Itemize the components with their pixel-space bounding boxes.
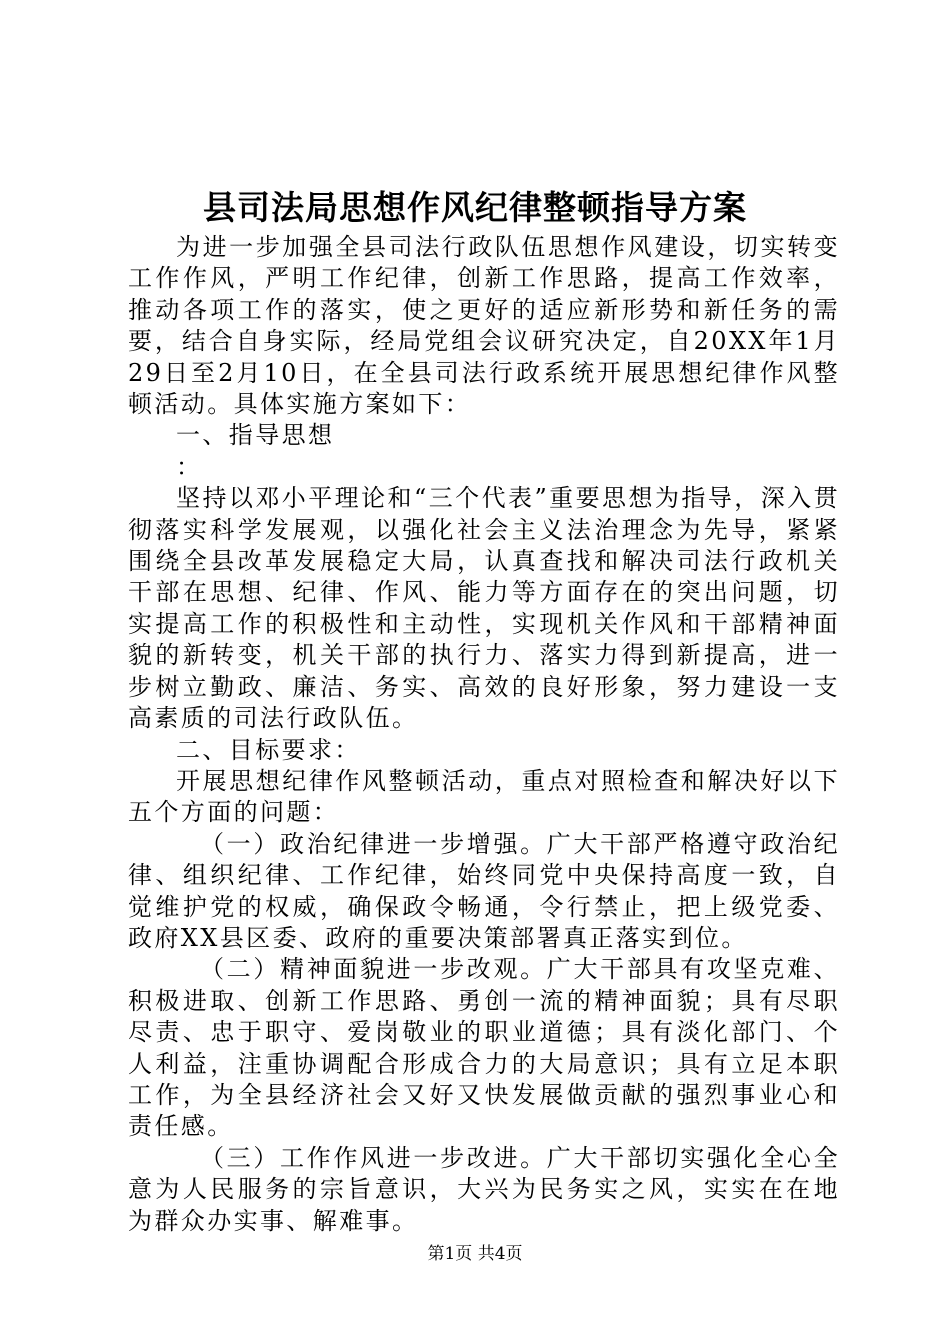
paragraph-item-3: （三）工作作风进一步改进。广大干部切实强化全心全意为人民服务的宗旨意识，大兴为民务实之风，实实在在地为群众办实事、解难事。 bbox=[128, 1143, 840, 1235]
heading-guiding-ideology: 一、指导思想 bbox=[176, 421, 335, 450]
document-body bbox=[128, 232, 840, 1237]
paragraph-guiding-ideology: 坚持以邓小平理论和“三个代表”重要思想为指导，深入贯彻落实科学发展观，以强化社会主义法治理念为先导，紧紧围绕全县改革发展稳定大局，认真查找和解决司法行政机关干部在思想、纪律、作风、能力等方面存在的突出问题，切实提高工作的积极性和主动性，实现机关作风和干部精神面貌的新转变，机关干部的执行力、落实力得到新提高，进一步树立勤政、廉洁、务实、高效的良好形象，努力建设一支高素质的司法行政队伍。 bbox=[128, 484, 840, 733]
paragraph-item-2: （二）精神面貌进一步改观。广大干部具有攻坚克难、积极进取、创新工作思路、勇创一流的精神面貌；具有尽职尽责、忠于职守、爱岗敬业的职业道德；具有淡化部门、个人利益，注重协调配合形成合力的大局意识；具有立足本职工作，为全县经济社会又好又快发展做贡献的强烈事业心和责任感。 bbox=[128, 955, 840, 1141]
page-footer: 第1页 共4页 bbox=[427, 1244, 523, 1264]
paragraph-intro: 为进一步加强全县司法行政队伍思想作风建设，切实转变工作作风，严明工作纪律，创新工作思路，提高工作效率，推动各项工作的落实，使之更好的适应新形势和新任务的需要，结合自身实际，经局党组会议研究决定，自20XX年1月29日至2月10日，在全县司法行政系统开展思想纪律作风整顿活动。具体实施方案如下： bbox=[128, 233, 840, 419]
document-title: 县司法局思想作风纪律整顿指导方案 bbox=[203, 188, 747, 227]
heading-goals: 二、目标要求： bbox=[176, 735, 361, 764]
paragraph-goals-intro: 开展思想纪律作风整顿活动，重点对照检查和解决好以下五个方面的问题： bbox=[128, 766, 840, 827]
paragraph-item-1: （一）政治纪律进一步增强。广大干部严格遵守政治纪律、组织纪律、工作纪律，始终同党中央保持高度一致，自觉维护党的权威，确保政令畅通，令行禁止，把上级党委、政府XX县区委、政府的重要决策部署真正落实到位。 bbox=[128, 829, 840, 952]
heading-colon: ： bbox=[176, 452, 203, 481]
